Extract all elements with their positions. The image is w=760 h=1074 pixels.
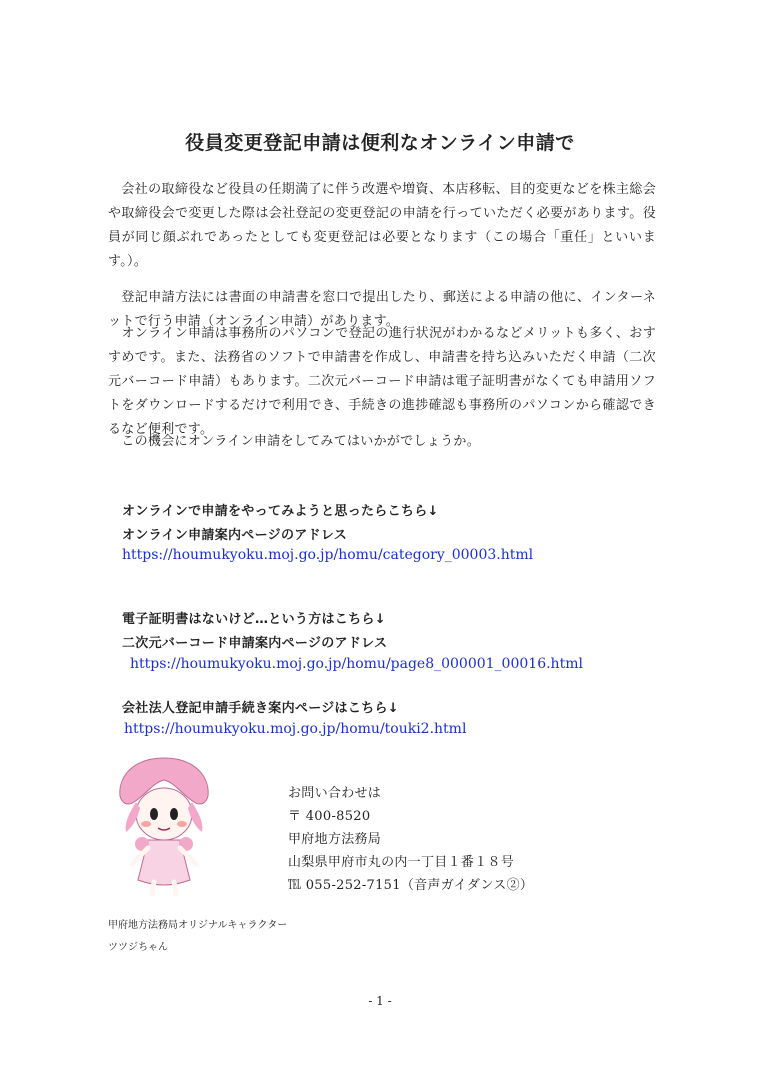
barcode-guide-link[interactable]: https://houmukyoku.moj.go.jp/homu/page8_000001_00016.html [130,656,583,672]
contact-phone: ℡ 055-252-7151（音声ガイダンス②） [288,878,534,893]
barcode-lead-text: 電子証明書はないけど…という方はこちら↓ [122,612,386,627]
barcode-label-text: 二次元バーコード申請案内ページのアドレス [122,636,388,651]
contact-address: 山梨県甲府市丸の内一丁目１番１８号 [288,855,515,870]
intro-paragraph: 会社の取締役など役員の任期満了に伴う改選や増資、本店移転、目的変更などを株主総会や取締役会で変更した際は会社登記の変更登記の申請を行っていただく必要があります。役員が同じ顔ぶれであったとしても変更登記は必要となります（この場合「重任」といいます。）。 [108,182,656,269]
contact-office-name: 甲府地方法務局 [288,832,382,847]
online-merits-paragraph: オンライン申請は事務所のパソコンで登記の進行状況がわかるなどメリットも多く、おすすめです。また、法務省のソフトで申請書を作成し、申請書を持ち込みいただく申請（二次元バーコード申請）もあります。二次元バーコード申請は電子証明書がなくても申請用ソフトをダウンロードするだけで利用でき、手続きの進捗確認も事務所のパソコンから確認できるなど便利です。 [108,326,656,437]
method-paragraph: 登記申請方法には書面の申請書を窓口で提出したり、郵送による申請の他に、インターネットで行う申請（オンライン申請）があります。 [108,290,656,329]
tsutsuji-chan-mascot-image [104,752,224,900]
invitation-paragraph: この機会にオンライン申請をしてみてはいかがでしょうか。 [108,434,481,449]
contact-postal-code: 〒 400-8520 [288,809,371,824]
corporate-guide-link[interactable]: https://houmukyoku.moj.go.jp/homu/touki2.html [124,721,467,737]
page-title: 役員変更登記申請は便利なオンライン申請で [185,132,575,154]
mascot-caption-line2: ツツジちゃん [108,942,168,953]
corporate-lead-text: 会社法人登記申請手続き案内ページはこちら↓ [122,701,399,716]
page-number: - 1 - [368,994,392,1008]
online-lead-text: オンラインで申請をやってみようと思ったらこちら↓ [122,504,439,519]
online-label-text: オンライン申請案内ページのアドレス [122,528,348,543]
contact-heading: お問い合わせは [288,786,382,801]
online-guide-link[interactable]: https://houmukyoku.moj.go.jp/homu/category_00003.html [122,547,534,563]
contact-block [288,782,533,897]
mascot-caption-line1: 甲府地方法務局オリジナルキャラクター [108,920,288,931]
